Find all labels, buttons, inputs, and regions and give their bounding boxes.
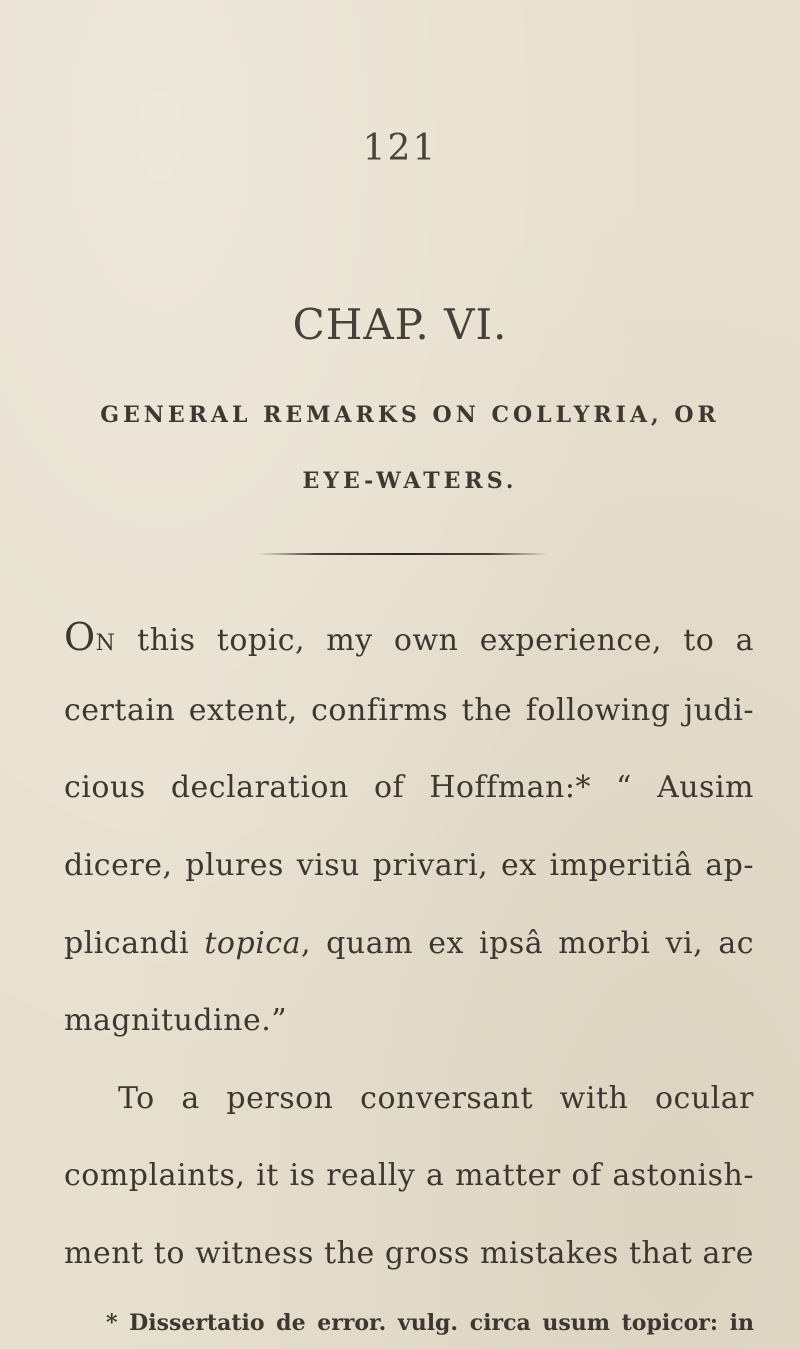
paragraph-1-line-5-a: plicandi xyxy=(64,926,205,961)
page-number: 121 xyxy=(362,128,438,169)
chapter-subtitle-line-1: GENERAL REMARKS ON COLLYRIA, OR xyxy=(100,402,720,428)
paragraph-1-line-5 xyxy=(64,926,754,961)
paragraph-2-line-3: ment to witness the gross mistakes that are xyxy=(64,1236,754,1271)
drop-initial: O xyxy=(64,615,96,659)
ornamental-rule xyxy=(258,553,548,555)
initial-small-caps: N xyxy=(95,631,116,656)
paragraph-1-line-5-b: , quam ex ipsâ morbi vi, ac xyxy=(300,926,755,961)
paragraph-1-line-6: magnitudine.” xyxy=(64,1003,288,1038)
paragraph-1-line-4: dicere, plures visu privari, ex imperitiâ ap- xyxy=(64,848,754,883)
paragraph-1-line-1-text: this topic, my own experience, to a xyxy=(115,623,754,658)
paragraph-2-line-1: To a person conversant with ocular xyxy=(118,1081,754,1116)
paragraph-1-line-3: cious declaration of Hoffman:* “ Ausim xyxy=(64,770,754,805)
italic-word-topica: topica xyxy=(204,926,301,961)
chapter-title: CHAP. VI. xyxy=(292,300,508,349)
paragraph-1-line-1 xyxy=(64,615,754,659)
chapter-subtitle-line-2: EYE-WATERS. xyxy=(302,468,518,494)
paragraph-2-line-2: complaints, it is really a matter of astonish- xyxy=(64,1158,754,1193)
footnote-line-1: * Dissertatio de error. vulg. circa usum topicor: in xyxy=(106,1310,754,1336)
paragraph-1-line-2: certain extent, confirms the following judi- xyxy=(64,693,754,728)
